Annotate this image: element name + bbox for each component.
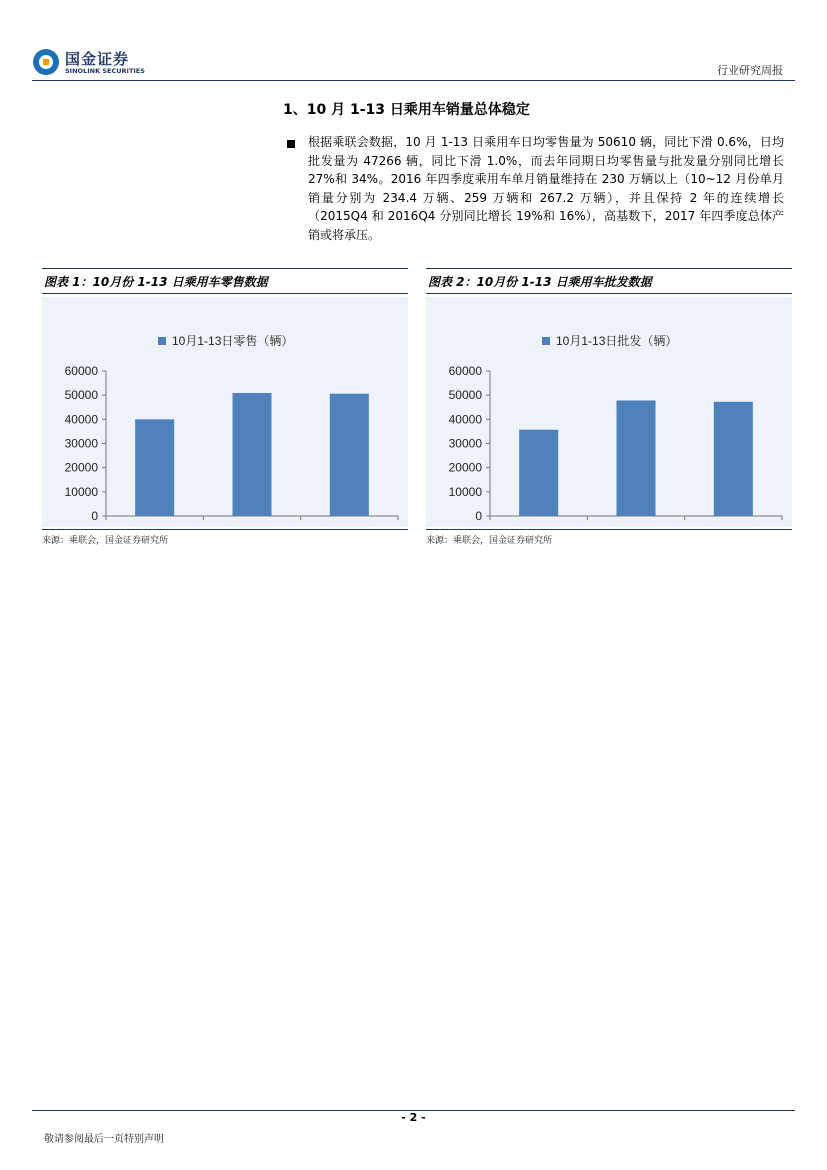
y-tick-label: 10000 <box>448 484 482 499</box>
y-tick-label: 60000 <box>448 364 482 378</box>
logo-chinese-name: 国金证券 <box>65 50 130 68</box>
chart-area <box>426 297 792 527</box>
x-tick-label <box>519 526 558 527</box>
bar <box>617 400 656 516</box>
legend-label: 10月1-13日批发（辆） <box>556 334 678 348</box>
y-tick-label: 40000 <box>64 412 98 427</box>
bar <box>519 430 558 516</box>
retail-bar-chart <box>42 297 408 527</box>
report-type: 行业研究周报 <box>717 64 783 77</box>
y-tick-label: 0 <box>475 509 482 523</box>
figure-wholesale <box>426 268 792 547</box>
header-divider <box>32 80 795 81</box>
y-tick-label: 20000 <box>448 460 482 475</box>
bar <box>135 419 174 516</box>
bullet-square-icon <box>287 140 295 148</box>
y-tick-label: 10000 <box>64 484 98 499</box>
figure-source: 来源：乘联会，国金证券研究所 <box>426 529 792 547</box>
chart-area <box>42 297 408 527</box>
page-number: - 2 - <box>401 1111 426 1124</box>
x-tick-label <box>617 526 656 527</box>
x-tick-label <box>330 526 369 527</box>
y-tick-label: 20000 <box>64 460 98 475</box>
y-tick-label: 0 <box>91 509 98 523</box>
y-tick-label: 30000 <box>64 436 98 451</box>
bar <box>714 402 753 516</box>
figure-title: 图表 2：10月份 1-13 日乘用车批发数据 <box>426 268 792 294</box>
bar <box>233 393 272 516</box>
figure-source: 来源：乘联会，国金证券研究所 <box>42 529 408 547</box>
y-tick-label: 60000 <box>64 364 98 378</box>
logo-english-name: SINOLINK SECURITIES <box>65 67 145 75</box>
x-tick-label <box>233 526 272 527</box>
y-tick-label: 30000 <box>448 436 482 451</box>
section-title: 1、10 月 1-13 日乘用车销量总体稳定 <box>283 102 530 118</box>
wholesale-bar-chart <box>426 297 792 527</box>
legend-swatch <box>542 337 550 345</box>
bar <box>330 394 369 516</box>
legend-label: 10月1-13日零售（辆） <box>172 334 294 348</box>
figure-retail <box>42 268 408 547</box>
legend-swatch <box>158 337 166 345</box>
section-paragraph: 根据乘联会数据，10 月 1-13 日乘用车日均零售量为 50610 辆，同比下滑 0.6%，日均批发量为 47266 辆，同比下滑 1.0%，而去年同期日均零售量与批发量分别同比增长 27%和 34%。2016 年四季度乘用车单月销量维持在 230 万辆以上（10~12 月份单月销量分别为 234.4 万辆、259 万辆和 267.2 万辆），并且保持 2 年的连续增长（2015Q4 和 2016Q4 分别同比增长 19%和 16%），高基数下，2017 年四季度总体产销或将承压。 <box>308 135 784 242</box>
x-tick-label <box>714 526 753 527</box>
disclaimer: 敬请参阅最后一页特别声明 <box>44 1134 164 1145</box>
figure-title: 图表 1：10月份 1-13 日乘用车零售数据 <box>42 268 408 294</box>
company-logo <box>32 46 152 78</box>
x-tick-label <box>135 526 174 527</box>
sinolink-logo-icon <box>32 48 60 76</box>
y-tick-label: 50000 <box>64 388 98 403</box>
y-tick-label: 50000 <box>448 388 482 403</box>
y-tick-label: 40000 <box>448 412 482 427</box>
